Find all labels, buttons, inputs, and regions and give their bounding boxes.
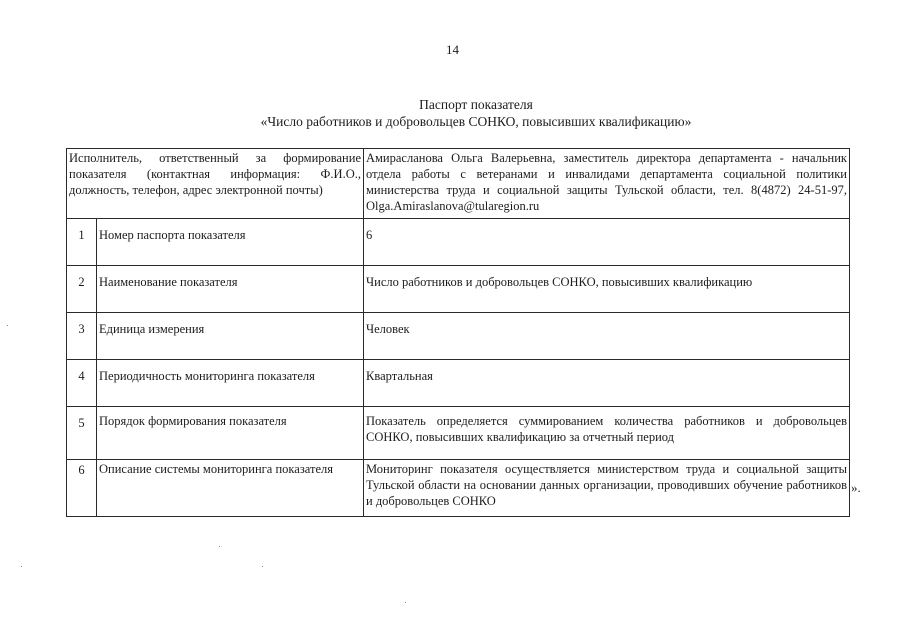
row-label: Единица измерения xyxy=(97,313,364,360)
closing-quote-mark: ». xyxy=(851,480,861,495)
row-label: Порядок формирования показателя xyxy=(97,407,364,460)
row-label: Номер паспорта показателя xyxy=(97,219,364,266)
indicator-passport-table xyxy=(66,148,850,517)
row-number: 2 xyxy=(67,266,97,313)
row-label: Описание системы мониторинга показателя xyxy=(97,460,364,517)
row-value: Показатель определяется суммированием количества работников и добровольцев СОНКО, повысивших квалификацию за отчетный период xyxy=(364,407,850,460)
row-number: 5 xyxy=(67,407,97,460)
table-row xyxy=(67,313,850,360)
row-number: 1 xyxy=(67,219,97,266)
row-value: Мониторинг показателя осуществляется министерством труда и социальной защиты Тульской области на основании данных организации, проводивших обучение работников и добровольцев СОНКО xyxy=(364,460,850,517)
row-number: 6 xyxy=(67,460,97,517)
row-value: 6 xyxy=(364,219,850,266)
table-row-executor xyxy=(67,149,850,219)
row-value: Квартальная xyxy=(364,360,850,407)
document-title xyxy=(0,96,905,130)
table-row xyxy=(67,219,850,266)
row-label: Наименование показателя xyxy=(97,266,364,313)
table-row xyxy=(67,460,850,517)
scan-speck xyxy=(405,602,406,603)
title-line-2: «Число работников и добровольцев СОНКО, повысивших квалификацию» xyxy=(260,114,692,129)
row-label: Периодичность мониторинга показателя xyxy=(97,360,364,407)
table-row xyxy=(67,266,850,313)
row-number: 4 xyxy=(67,360,97,407)
executor-value: Амирасланова Ольга Валерьевна, заместитель директора департамента - начальник отдела работы с ветеранами и инвалидами департамента социальной политики министерства труда и социальной защиты Тульской области, тел. 8(4872) 24-51-97, Olga.Amiraslanova@tularegion.ru xyxy=(364,149,850,219)
scan-speck xyxy=(219,546,220,547)
title-line-1: Паспорт показателя xyxy=(419,97,533,112)
row-value: Число работников и добровольцев СОНКО, повысивших квалификацию xyxy=(364,266,850,313)
table-row xyxy=(67,407,850,460)
scan-speck xyxy=(262,566,263,567)
page-number: 14 xyxy=(446,42,459,57)
executor-label: Исполнитель, ответственный за формирование показателя (контактная информация: Ф.И.О., должность, телефон, адрес электронной почты) xyxy=(67,149,364,219)
row-value: Человек xyxy=(364,313,850,360)
scan-speck xyxy=(21,566,22,567)
table-row xyxy=(67,360,850,407)
row-number: 3 xyxy=(67,313,97,360)
scan-speck xyxy=(7,325,8,326)
